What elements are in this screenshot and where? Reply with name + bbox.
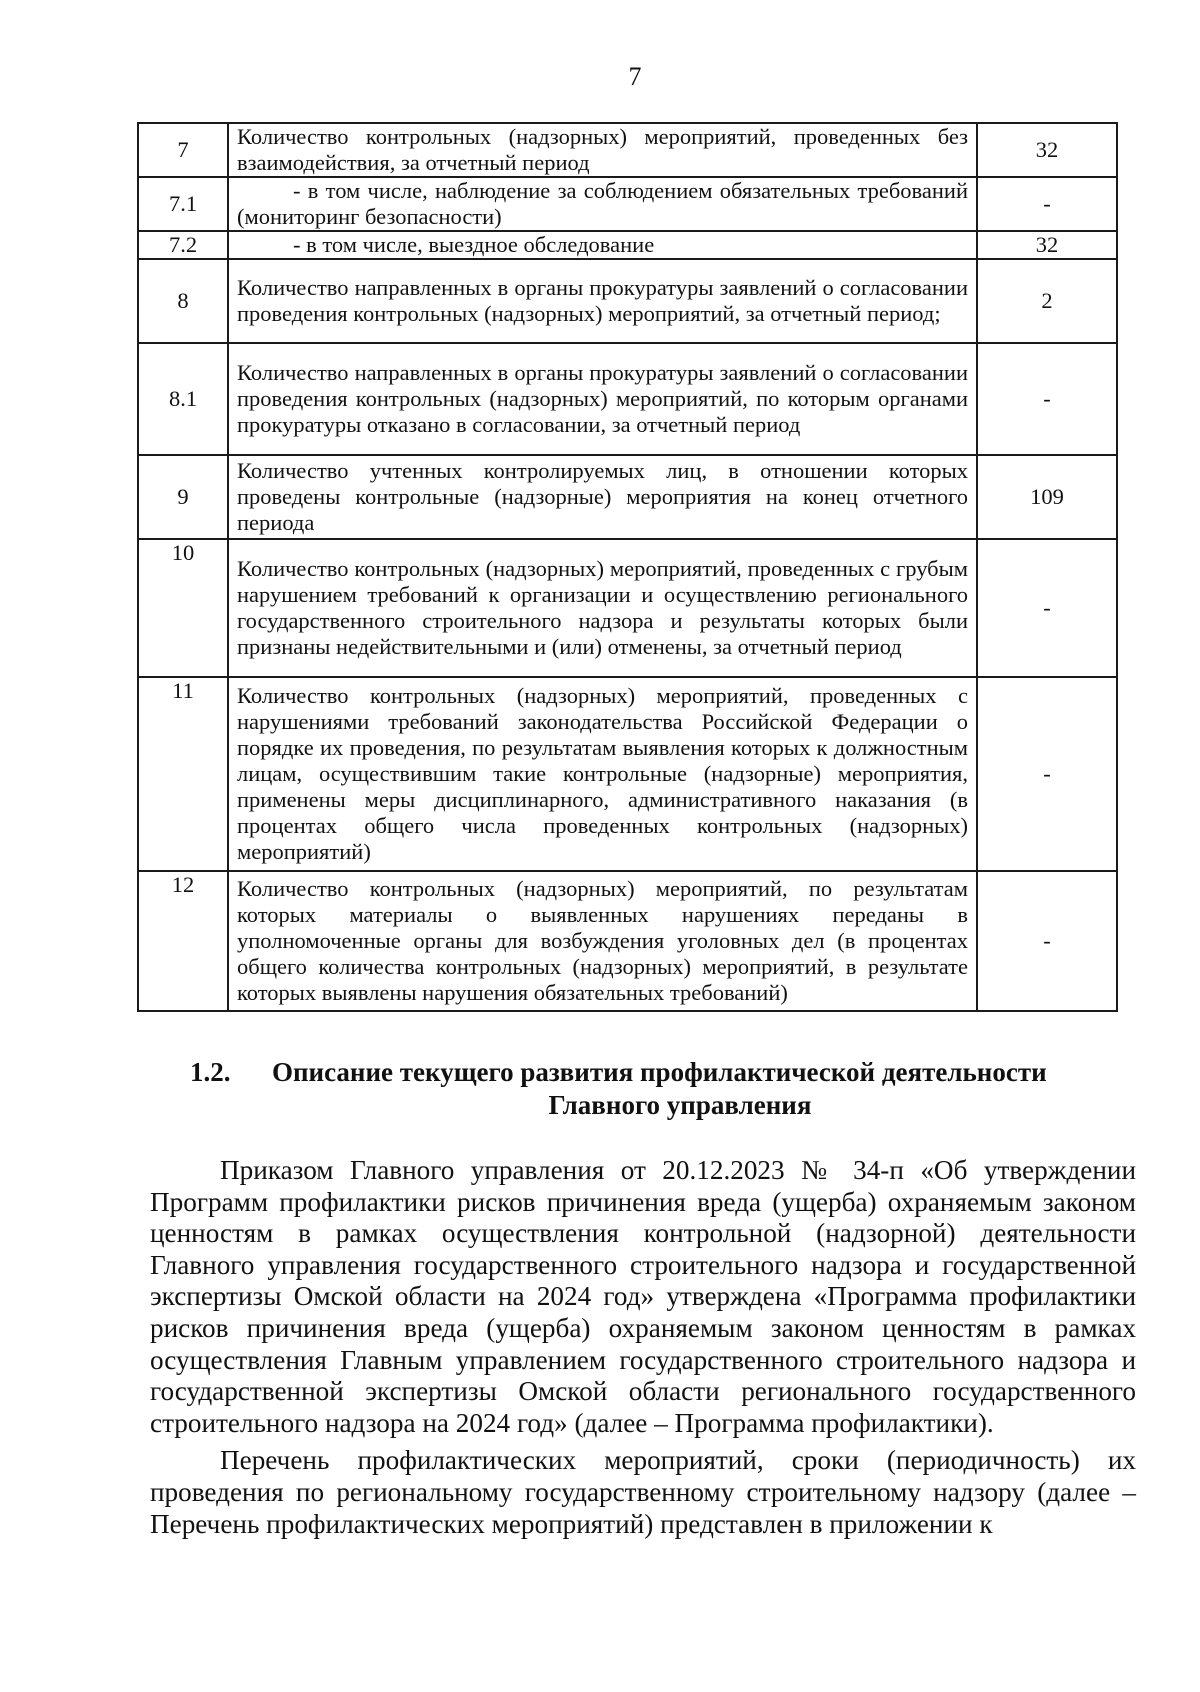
page-number: 7 bbox=[628, 62, 642, 91]
indicators-table bbox=[137, 122, 1118, 1012]
table-row bbox=[138, 259, 1117, 343]
table-row bbox=[138, 871, 1117, 1011]
row-value: - bbox=[977, 677, 1117, 871]
row-description: Количество контрольных (надзорных) мероприятий, проведенных с нарушениями требований законодательства Российской Федерации о порядке их проведения, по результатам выявления которых к должностным лицам, осуществившим такие контрольные (надзорные) мероприятия, применены меры дисциплинарного, административного наказания (в процентах общего числа проведенных контрольных (надзорных) мероприятий) bbox=[228, 677, 977, 871]
row-number: 11 bbox=[138, 677, 228, 871]
paragraph: Приказом Главного управления от 20.12.2023 № 34-п «Об утверждении Программ профилактики рисков причинения вреда (ущерба) охраняемым законом ценностям в рамках осуществления контрольной (надзорной) деятельности Главного управления государственного строительного надзора и государственной экспертизы Омской области на 2024 год» утверждена «Программа профилактики рисков причинения вреда (ущерба) охраняемым законом ценностям в рамках осуществления Главным управлением государственного строительного надзора и государственной экспертизы Омской области регионального государственного строительного надзора на 2024 год» (далее – Программа профилактики). bbox=[150, 1155, 1136, 1438]
table-row bbox=[138, 177, 1117, 231]
row-value: - bbox=[977, 177, 1117, 231]
table-row bbox=[138, 123, 1117, 177]
row-description: Количество учтенных контролируемых лиц, в отношении которых проведены контрольные (надзорные) мероприятия на конец отчетного периода bbox=[228, 455, 977, 539]
section-number: 1.2. bbox=[190, 1057, 231, 1087]
row-value: 32 bbox=[977, 231, 1117, 259]
table-row bbox=[138, 539, 1117, 677]
row-value: 32 bbox=[977, 123, 1117, 177]
row-number: 8 bbox=[138, 259, 228, 343]
row-number: 12 bbox=[138, 871, 228, 1011]
row-value: - bbox=[977, 343, 1117, 455]
section-heading bbox=[190, 1056, 1090, 1122]
row-description: - в том числе, наблюдение за соблюдением обязательных требований (мониторинг безопасности) bbox=[228, 177, 977, 231]
section-title-line2: Главного управления bbox=[548, 1090, 812, 1120]
row-description: Количество контрольных (надзорных) мероприятий, по результатам которых материалы о выявленных нарушениях переданы в уполномоченные органы для возбуждения уголовных дел (в процентах общего количества контрольных (надзорных) мероприятий, в результате которых выявлены нарушения обязательных требований) bbox=[228, 871, 977, 1011]
row-number: 7.2 bbox=[138, 231, 228, 259]
row-value: - bbox=[977, 539, 1117, 677]
row-number: 8.1 bbox=[138, 343, 228, 455]
row-description: Количество направленных в органы прокуратуры заявлений о согласовании проведения контрольных (надзорных) мероприятий, по которым органами прокуратуры отказано в согласовании, за отчетный период bbox=[228, 343, 977, 455]
row-value: - bbox=[977, 871, 1117, 1011]
table-row bbox=[138, 677, 1117, 871]
row-description: Количество контрольных (надзорных) мероприятий, проведенных с грубым нарушением требований к организации и осуществлению регионального государственного строительного надзора и результаты которых были признаны недействительными и (или) отменены, за отчетный период bbox=[228, 539, 977, 677]
row-value: 109 bbox=[977, 455, 1117, 539]
body-text bbox=[150, 1155, 1136, 1546]
paragraph: Перечень профилактических мероприятий, сроки (периодичность) их проведения по региональному государственному строительному надзору (далее – Перечень профилактических мероприятий) представлен в приложении к bbox=[150, 1445, 1136, 1539]
row-number: 7.1 bbox=[138, 177, 228, 231]
row-value: 2 bbox=[977, 259, 1117, 343]
row-number: 10 bbox=[138, 539, 228, 677]
table-row bbox=[138, 455, 1117, 539]
row-description: Количество направленных в органы прокуратуры заявлений о согласовании проведения контрольных (надзорных) мероприятий, за отчетный период; bbox=[228, 259, 977, 343]
row-number: 7 bbox=[138, 123, 228, 177]
table-row bbox=[138, 231, 1117, 259]
table-row bbox=[138, 343, 1117, 455]
section-title-line1: Описание текущего развития профилактической деятельности bbox=[272, 1057, 1047, 1087]
row-number: 9 bbox=[138, 455, 228, 539]
row-description: - в том числе, выездное обследование bbox=[228, 231, 977, 259]
row-description: Количество контрольных (надзорных) мероприятий, проведенных без взаимодействия, за отчетный период bbox=[228, 123, 977, 177]
